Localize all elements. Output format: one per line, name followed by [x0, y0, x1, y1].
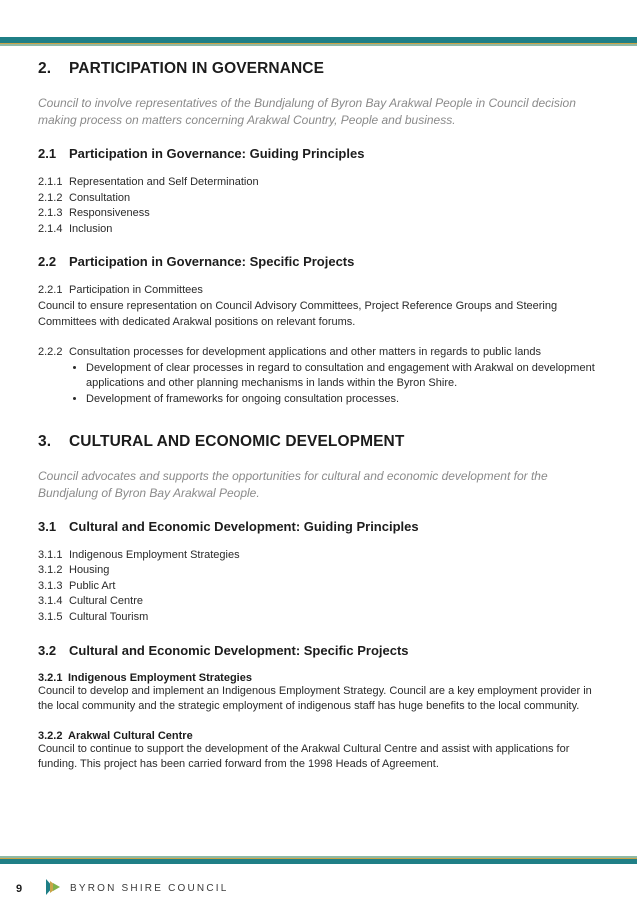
logo-graphic — [44, 878, 62, 896]
principles-list-2-1 — [38, 175, 603, 237]
subsection-2-1-heading — [38, 146, 603, 161]
list-item: 3.1.3 Public Art — [38, 579, 116, 592]
byron-shire-logo-icon — [44, 878, 62, 896]
subsection-3-1-number: 3.1 — [38, 518, 57, 534]
list-item: 3.1.5 Cultural Tourism — [38, 610, 149, 623]
bullet-item: • Development of frameworks for ongoing consultation processes. — [86, 392, 603, 408]
section-2-title: PARTICIPATION IN GOVERNANCE — [69, 60, 325, 77]
list-item: 2.1.2 Consultation — [38, 191, 131, 204]
subsection-3-2-heading — [38, 643, 603, 658]
subsection-2-2-number: 2.2 — [38, 254, 57, 270]
list-item: 2.1.1 Representation and Self Determination — [38, 176, 259, 188]
bullet-item: • Development of clear processes in regard to consultation and engagement with Arakwal on development applications and other planning mechanisms in lands within the Byron Shire. — [86, 361, 603, 392]
section-2-heading — [38, 60, 603, 78]
list-item: 3.1.2 Housing — [38, 564, 110, 577]
list-item: 3.1.1 Indigenous Employment Strategies — [38, 548, 240, 561]
subsection-3-2-title: Cultural and Economic Development: Specific Projects — [69, 642, 409, 658]
subsection-2-2-title: Participation in Governance: Specific Projects — [69, 254, 355, 270]
section-2-intro: Council to involve representatives of the Bundjalung of Byron Bay Arakwal People in Council decision making process on matters concerning Arakwal Country, People and business. — [38, 96, 576, 127]
page-content — [38, 60, 603, 773]
item-3-2-1-body: Council to develop and implement an Indigenous Employment Strategy. Council are a key employment provider in the local community and the strategic employment of indigenous staff has huge benefits to the local community. — [38, 684, 592, 713]
item-2-2-2-bullets — [38, 361, 603, 408]
item-2-2-2-heading: 2.2.2 Consultation processes for development applications and other matters in regards to public lands — [38, 346, 542, 359]
list-item: 2.1.4 Inclusion — [38, 222, 113, 235]
subsection-2-1-number: 2.1 — [38, 146, 57, 161]
subsection-3-1-heading — [38, 519, 603, 534]
section-3-intro: Council advocates and supports the opportunities for cultural and economic development for the Bundjalung of Byron Bay Arakwal People. — [38, 468, 548, 500]
council-name: BYRON SHIRE COUNCIL — [70, 883, 229, 894]
section-2-number: 2. — [38, 60, 52, 77]
page-number: 9 — [16, 883, 23, 895]
item-2-2-1-body: Council to ensure representation on Council Advisory Committees, Project Reference Groups and Steering Committees with dedicated Arakwal positions on relevant forums. — [38, 299, 558, 328]
subsection-2-2-heading — [38, 254, 603, 269]
section-3-number: 3. — [38, 432, 52, 450]
list-item: 2.1.3 Responsiveness — [38, 207, 150, 220]
item-3-2-2-body: Council to continue to support the development of the Arakwal Cultural Centre and assist with applications for funding. This project has been carried forward from the 1998 Heads of Agreement. — [38, 742, 570, 771]
principles-list-3-1 — [38, 548, 603, 626]
item-3-2-2-heading: 3.2.2 Arakwal Cultural Centre — [38, 729, 193, 742]
list-item: 3.1.4 Cultural Centre — [38, 595, 143, 608]
header-band — [0, 37, 637, 46]
page-footer — [0, 870, 637, 902]
subsection-3-2-number: 3.2 — [38, 642, 57, 658]
item-3-2-1-heading: 3.2.1 Indigenous Employment Strategies — [38, 671, 252, 684]
subsection-2-1-title: Participation in Governance: Guiding Principles — [69, 146, 365, 161]
footer-band — [0, 856, 637, 864]
section-3-heading — [38, 433, 603, 451]
section-3-title: CULTURAL AND ECONOMIC DEVELOPMENT — [69, 432, 405, 450]
subsection-3-1-title: Cultural and Economic Development: Guiding Principles — [69, 518, 419, 534]
item-2-2-1-heading: 2.2.1 Participation in Committees — [38, 284, 203, 297]
